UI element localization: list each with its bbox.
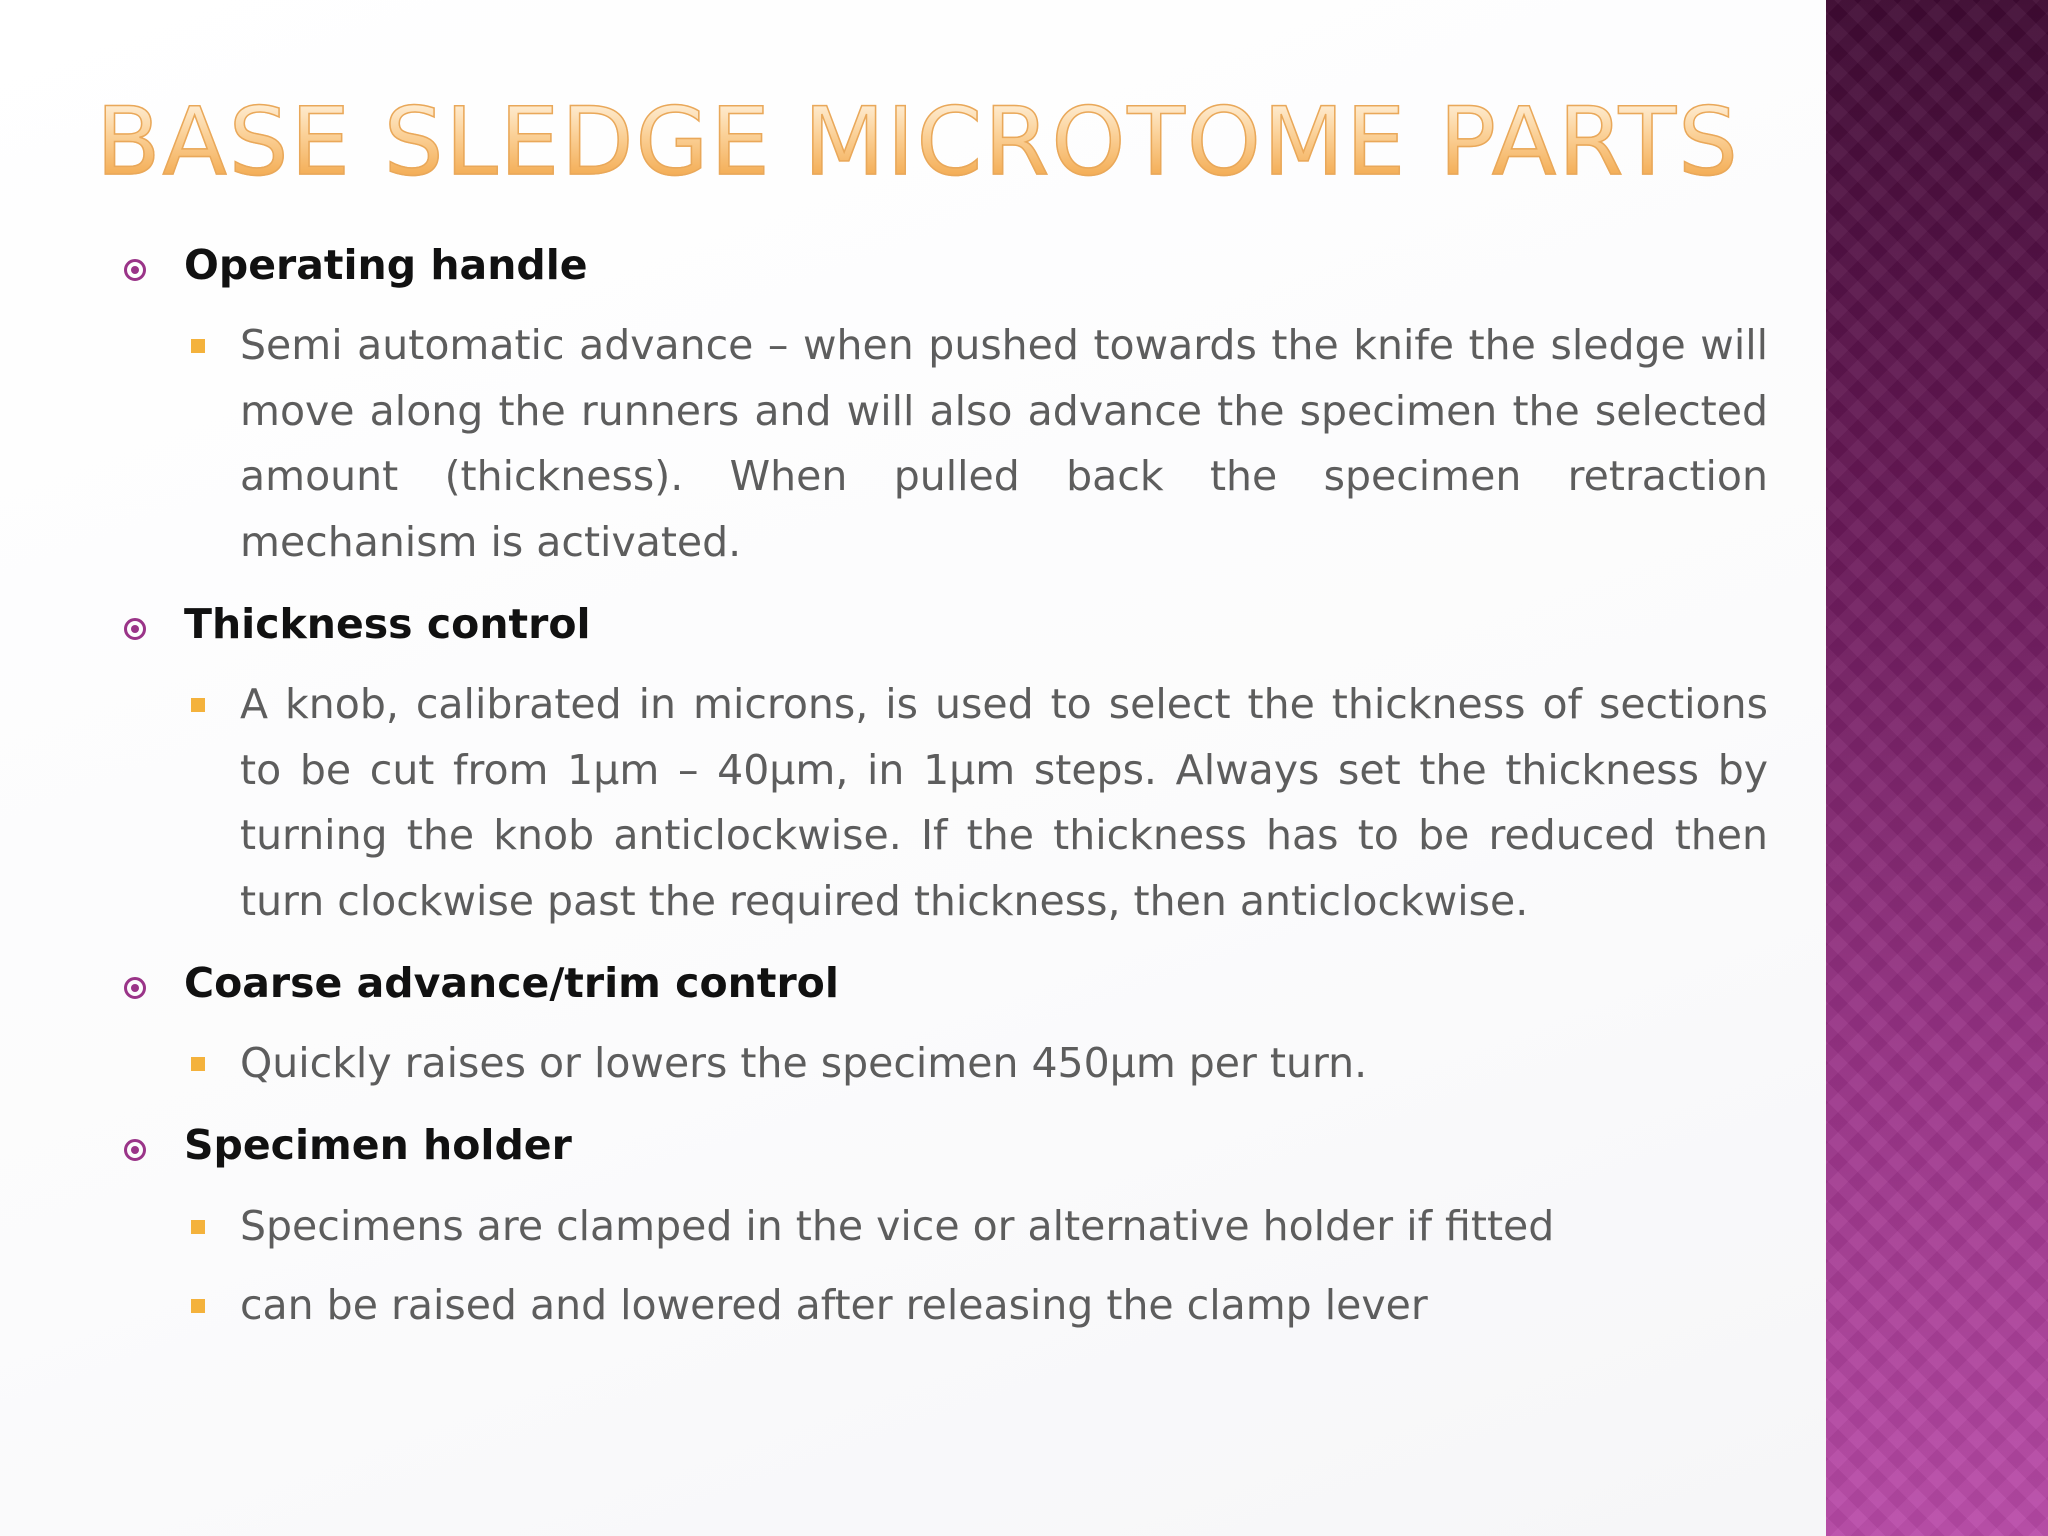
slide-title: BASE SLEDGE MICROTOME PARTS [96,88,1740,197]
section-item-semi-automatic-advance: Semi automatic advance – when pushed towards the knife the sledge will move along the runners and will also advance the specimen the selected amount (thickness). When pulled back the specimen retraction mechanism is activated. [240,321,1768,566]
square-bullet-icon [191,698,205,712]
section-item-raised-lowered: can be raised and lowered after releasing the clamp lever [240,1281,1428,1329]
section-heading-specimen-holder: Specimen holder [184,1121,572,1169]
section-item-knob-calibrated: A knob, calibrated in microns, is used to select the thickness of sections to be cut from 1µm – 40µm, in 1µm steps. Always set the thickness by turning the knob anticlockwise. If the thickness has to be reduced then turn clockwise past the required thickness, then anticlockwise. [240,680,1768,925]
section-item-specimens-clamped: Specimens are clamped in the vice or alternative holder if fitted [240,1202,1555,1250]
section-heading-thickness-control: Thickness control [184,600,591,648]
circle-dot-bullet-icon [124,259,146,281]
circle-dot-bullet-icon [124,1139,146,1161]
circle-dot-bullet-icon [124,618,146,640]
square-bullet-icon [191,1220,205,1234]
square-bullet-icon [191,1057,205,1071]
section-heading-coarse-advance: Coarse advance/trim control [184,959,839,1007]
section-item-quickly-raises: Quickly raises or lowers the specimen 450µm per turn. [240,1039,1368,1087]
square-bullet-icon [191,1299,205,1313]
section-heading-operating-handle: Operating handle [184,241,588,289]
decorative-side-band [1826,0,2048,1536]
square-bullet-icon [191,339,205,353]
circle-dot-bullet-icon [124,977,146,999]
